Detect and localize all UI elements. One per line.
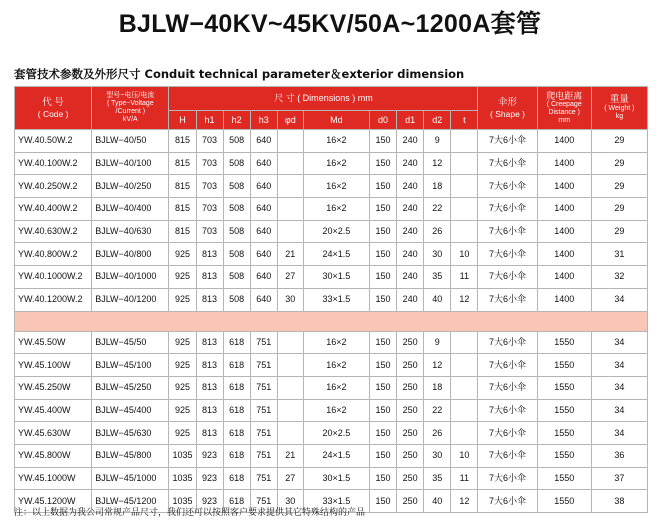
cell-phid: 30 [277, 490, 303, 513]
cell-md: 16×2 [303, 130, 369, 153]
cell-h3: 640 [250, 130, 277, 153]
cell-md: 16×2 [303, 354, 369, 377]
col-header-h3: h3 [250, 111, 277, 130]
cell-h1: 703 [196, 220, 223, 243]
cell-md: 16×2 [303, 198, 369, 221]
cell-model: BJLW−45/100 [92, 354, 169, 377]
cell-d2: 40 [424, 490, 451, 513]
cell-weight: 34 [591, 422, 647, 445]
cell-h3: 751 [250, 376, 277, 399]
cell-h: 925 [169, 266, 196, 289]
shape-header-en: ( Shape ) [490, 108, 526, 119]
cell-md: 30×1.5 [303, 467, 369, 490]
cell-creep: 1550 [537, 399, 591, 422]
cell-h2: 618 [223, 376, 250, 399]
cell-weight: 29 [591, 152, 647, 175]
model-header-en1: ( Type−Voltage [106, 99, 154, 107]
cell-weight: 34 [591, 288, 647, 311]
cell-d0: 150 [370, 152, 397, 175]
cell-h1: 703 [196, 152, 223, 175]
cell-d1: 250 [397, 354, 424, 377]
table-row [15, 354, 648, 377]
cell-d0: 150 [370, 376, 397, 399]
cell-phid: 27 [277, 266, 303, 289]
cell-d2: 26 [424, 220, 451, 243]
cell-d2: 30 [424, 444, 451, 467]
cell-phid [277, 152, 303, 175]
cell-weight: 34 [591, 376, 647, 399]
cell-creep: 1550 [537, 331, 591, 354]
cell-creep: 1400 [537, 266, 591, 289]
cell-h: 925 [169, 331, 196, 354]
cell-h1: 813 [196, 422, 223, 445]
cell-code: YW.40.100W.2 [15, 152, 92, 175]
cell-phid [277, 422, 303, 445]
cell-creep: 1550 [537, 467, 591, 490]
cell-weight: 34 [591, 399, 647, 422]
cell-h3: 751 [250, 354, 277, 377]
table-row [15, 288, 648, 311]
cell-d1: 250 [397, 467, 424, 490]
col-header-d1: d1 [397, 111, 424, 130]
cell-creep: 1550 [537, 354, 591, 377]
cell-shape: 7大6小伞 [478, 490, 537, 513]
parameter-table [14, 86, 648, 513]
cell-d0: 150 [370, 354, 397, 377]
cell-h2: 508 [223, 175, 250, 198]
cell-code: YW.40.250W.2 [15, 175, 92, 198]
cell-weight: 29 [591, 175, 647, 198]
cell-code: YW.40.1200W.2 [15, 288, 92, 311]
cell-h: 925 [169, 354, 196, 377]
cell-d2: 22 [424, 198, 451, 221]
cell-md: 16×2 [303, 399, 369, 422]
table-row [15, 399, 648, 422]
cell-weight: 29 [591, 130, 647, 153]
code-header-zh: 代 号 [42, 97, 64, 108]
cell-h3: 751 [250, 422, 277, 445]
cell-h3: 640 [250, 175, 277, 198]
cell-d1: 240 [397, 152, 424, 175]
cell-phid [277, 220, 303, 243]
cell-shape: 7大6小伞 [478, 444, 537, 467]
cell-t [451, 354, 478, 377]
cell-weight: 34 [591, 354, 647, 377]
model-header-zh: 型号−电压/电流 [106, 91, 155, 99]
cell-model: BJLW−40/250 [92, 175, 169, 198]
cell-code: YW.40.1000W.2 [15, 266, 92, 289]
cell-d1: 240 [397, 266, 424, 289]
cell-h1: 813 [196, 376, 223, 399]
col-header-phid: φd [277, 111, 303, 130]
col-header-d0: d0 [370, 111, 397, 130]
cell-h2: 618 [223, 354, 250, 377]
cell-phid: 21 [277, 444, 303, 467]
cell-weight: 34 [591, 331, 647, 354]
page-title: BJLW−40KV~45KV/50A~1200A套管 [118, 10, 542, 38]
cell-h2: 508 [223, 266, 250, 289]
cell-d2: 35 [424, 266, 451, 289]
cell-h: 815 [169, 175, 196, 198]
model-header-en2: /Current ) [115, 108, 146, 115]
cell-model: BJLW−40/50 [92, 130, 169, 153]
cell-t [451, 198, 478, 221]
cell-shape: 7大6小伞 [478, 266, 537, 289]
cell-weight: 32 [591, 266, 647, 289]
cell-d2: 40 [424, 288, 451, 311]
cell-code: YW.45.250W [15, 376, 92, 399]
cell-d0: 150 [370, 220, 397, 243]
table-row [15, 422, 648, 445]
table-row [15, 220, 648, 243]
cell-h: 925 [169, 422, 196, 445]
cell-d0: 150 [370, 243, 397, 266]
cell-shape: 7大6小伞 [478, 399, 537, 422]
cell-phid: 21 [277, 243, 303, 266]
table-row [15, 243, 648, 266]
cell-model: BJLW−40/100 [92, 152, 169, 175]
cell-h3: 751 [250, 444, 277, 467]
cell-h2: 618 [223, 331, 250, 354]
cell-h: 925 [169, 243, 196, 266]
table-row [15, 376, 648, 399]
cell-weight: 36 [591, 444, 647, 467]
cell-t [451, 175, 478, 198]
cell-h: 1035 [169, 467, 196, 490]
creepage-header-en3: mm [558, 117, 571, 125]
creepage-header-en1: ( Creepage [546, 101, 582, 109]
cell-d2: 12 [424, 152, 451, 175]
cell-t: 10 [451, 243, 478, 266]
cell-h1: 703 [196, 198, 223, 221]
cell-t: 12 [451, 288, 478, 311]
cell-h2: 508 [223, 288, 250, 311]
cell-md: 20×2.5 [303, 220, 369, 243]
cell-weight: 37 [591, 467, 647, 490]
table-caption: 套管技术参数及外形尺寸 Conduit technical parameter＆exterior dimension [14, 67, 465, 81]
cell-h3: 640 [250, 152, 277, 175]
cell-model: BJLW−40/1200 [92, 288, 169, 311]
model-header [92, 87, 169, 130]
cell-creep: 1400 [537, 288, 591, 311]
cell-t: 11 [451, 467, 478, 490]
creepage-header [537, 87, 591, 130]
cell-phid [277, 198, 303, 221]
code-header [15, 87, 92, 130]
cell-d1: 240 [397, 243, 424, 266]
col-header-Md: Md [303, 111, 369, 130]
cell-d0: 150 [370, 444, 397, 467]
cell-d1: 250 [397, 444, 424, 467]
cell-h2: 508 [223, 243, 250, 266]
cell-h1: 813 [196, 399, 223, 422]
cell-h1: 813 [196, 243, 223, 266]
cell-t: 11 [451, 266, 478, 289]
cell-creep: 1400 [537, 152, 591, 175]
cell-d1: 250 [397, 422, 424, 445]
cell-t [451, 399, 478, 422]
cell-code: YW.45.800W [15, 444, 92, 467]
cell-d2: 22 [424, 399, 451, 422]
cell-phid [277, 130, 303, 153]
cell-shape: 7大6小伞 [478, 288, 537, 311]
cell-code: YW.45.1200W [15, 490, 92, 513]
cell-h1: 923 [196, 467, 223, 490]
cell-model: BJLW−40/400 [92, 198, 169, 221]
cell-d1: 240 [397, 198, 424, 221]
cell-md: 24×1.5 [303, 243, 369, 266]
cell-phid [277, 399, 303, 422]
cell-model: BJLW−45/800 [92, 444, 169, 467]
cell-h1: 703 [196, 130, 223, 153]
cell-d2: 9 [424, 331, 451, 354]
cell-h1: 813 [196, 288, 223, 311]
cell-d1: 250 [397, 376, 424, 399]
table-row [15, 198, 648, 221]
cell-creep: 1550 [537, 422, 591, 445]
cell-md: 16×2 [303, 331, 369, 354]
cell-h: 1035 [169, 490, 196, 513]
dimensions-header: 尺 寸 ( Dimensions ) mm [169, 87, 478, 111]
shape-header [478, 87, 537, 130]
cell-shape: 7大6小伞 [478, 354, 537, 377]
cell-h2: 618 [223, 490, 250, 513]
cell-d1: 240 [397, 175, 424, 198]
table-row [15, 331, 648, 354]
col-header-t: t [451, 111, 478, 130]
cell-d0: 150 [370, 198, 397, 221]
cell-h2: 508 [223, 198, 250, 221]
cell-d1: 240 [397, 220, 424, 243]
cell-phid: 27 [277, 467, 303, 490]
cell-h1: 813 [196, 354, 223, 377]
cell-t [451, 331, 478, 354]
cell-model: BJLW−40/1000 [92, 266, 169, 289]
cell-h1: 703 [196, 175, 223, 198]
table-row [15, 444, 648, 467]
table-row [15, 152, 648, 175]
cell-code: YW.40.400W.2 [15, 198, 92, 221]
cell-code: YW.45.1000W [15, 467, 92, 490]
cell-h: 815 [169, 152, 196, 175]
model-header-en3: kV/A [122, 116, 138, 124]
cell-weight: 31 [591, 243, 647, 266]
cell-code: YW.45.400W [15, 399, 92, 422]
cell-d2: 18 [424, 175, 451, 198]
cell-weight: 29 [591, 198, 647, 221]
footnote: 注：以上数据为我公司常规产品尺寸，我们还可以按照客户要求提供其它特殊结构的产品 [14, 508, 366, 518]
cell-h2: 508 [223, 152, 250, 175]
cell-h3: 640 [250, 266, 277, 289]
cell-h3: 640 [250, 243, 277, 266]
cell-model: BJLW−45/1000 [92, 467, 169, 490]
cell-weight: 38 [591, 490, 647, 513]
cell-md: 16×2 [303, 175, 369, 198]
cell-d0: 150 [370, 288, 397, 311]
cell-phid [277, 175, 303, 198]
cell-model: BJLW−40/630 [92, 220, 169, 243]
cell-d1: 250 [397, 490, 424, 513]
cell-h1: 923 [196, 444, 223, 467]
cell-phid: 30 [277, 288, 303, 311]
cell-h1: 813 [196, 331, 223, 354]
cell-h2: 508 [223, 220, 250, 243]
code-header-en: ( Code ) [37, 108, 69, 119]
cell-d2: 26 [424, 422, 451, 445]
cell-h3: 751 [250, 490, 277, 513]
cell-md: 16×2 [303, 376, 369, 399]
cell-code: YW.40.630W.2 [15, 220, 92, 243]
cell-t [451, 422, 478, 445]
cell-h: 815 [169, 220, 196, 243]
section-separator [15, 311, 648, 331]
cell-model: BJLW−45/250 [92, 376, 169, 399]
cell-model: BJLW−45/50 [92, 331, 169, 354]
cell-code: YW.40.50W.2 [15, 130, 92, 153]
cell-t [451, 130, 478, 153]
cell-creep: 1550 [537, 376, 591, 399]
cell-h3: 640 [250, 198, 277, 221]
cell-code: YW.45.630W [15, 422, 92, 445]
cell-md: 16×2 [303, 152, 369, 175]
table-body [15, 130, 648, 513]
cell-d0: 150 [370, 399, 397, 422]
cell-h1: 813 [196, 266, 223, 289]
cell-t: 10 [451, 444, 478, 467]
cell-d1: 240 [397, 130, 424, 153]
cell-creep: 1400 [537, 220, 591, 243]
cell-code: YW.45.100W [15, 354, 92, 377]
cell-d1: 250 [397, 331, 424, 354]
table-row [15, 467, 648, 490]
table-row [15, 130, 648, 153]
cell-shape: 7大6小伞 [478, 422, 537, 445]
cell-shape: 7大6小伞 [478, 130, 537, 153]
cell-h2: 618 [223, 399, 250, 422]
shape-header-zh: 伞形 [498, 97, 518, 108]
cell-shape: 7大6小伞 [478, 152, 537, 175]
weight-header [591, 87, 647, 130]
col-header-h1: h1 [196, 111, 223, 130]
cell-shape: 7大6小伞 [478, 220, 537, 243]
cell-shape: 7大6小伞 [478, 175, 537, 198]
col-header-d2: d2 [424, 111, 451, 130]
cell-d2: 18 [424, 376, 451, 399]
cell-h: 815 [169, 198, 196, 221]
cell-creep: 1400 [537, 198, 591, 221]
cell-model: BJLW−45/400 [92, 399, 169, 422]
table-row [15, 266, 648, 289]
table-row [15, 175, 648, 198]
cell-h3: 640 [250, 288, 277, 311]
cell-h2: 618 [223, 467, 250, 490]
cell-h3: 751 [250, 399, 277, 422]
cell-shape: 7大6小伞 [478, 198, 537, 221]
cell-t [451, 220, 478, 243]
cell-d2: 30 [424, 243, 451, 266]
cell-creep: 1400 [537, 243, 591, 266]
cell-h2: 618 [223, 422, 250, 445]
cell-md: 33×1.5 [303, 288, 369, 311]
weight-header-en1: ( Weight ) [604, 104, 635, 112]
cell-md: 30×1.5 [303, 266, 369, 289]
cell-code: YW.45.50W [15, 331, 92, 354]
cell-d1: 240 [397, 288, 424, 311]
creepage-header-en2: Distance ) [548, 109, 580, 117]
cell-phid [277, 376, 303, 399]
cell-h: 1035 [169, 444, 196, 467]
table-header [15, 87, 648, 130]
cell-shape: 7大6小伞 [478, 376, 537, 399]
cell-model: BJLW−45/1200 [92, 490, 169, 513]
weight-header-en2: kg [615, 112, 624, 120]
creepage-header-zh: 爬电距离 [546, 90, 583, 101]
cell-h2: 618 [223, 444, 250, 467]
cell-t: 12 [451, 490, 478, 513]
cell-d0: 150 [370, 331, 397, 354]
cell-creep: 1550 [537, 444, 591, 467]
cell-d0: 150 [370, 130, 397, 153]
cell-h: 925 [169, 399, 196, 422]
cell-creep: 1400 [537, 130, 591, 153]
cell-md: 20×2.5 [303, 422, 369, 445]
weight-header-zh: 重量 [609, 94, 629, 106]
cell-d2: 35 [424, 467, 451, 490]
cell-h: 925 [169, 376, 196, 399]
separator-cell [15, 311, 648, 331]
cell-h2: 508 [223, 130, 250, 153]
cell-h3: 640 [250, 220, 277, 243]
cell-md: 24×1.5 [303, 444, 369, 467]
cell-shape: 7大6小伞 [478, 467, 537, 490]
cell-d0: 150 [370, 422, 397, 445]
cell-t [451, 152, 478, 175]
cell-d2: 12 [424, 354, 451, 377]
cell-model: BJLW−45/630 [92, 422, 169, 445]
cell-d0: 150 [370, 467, 397, 490]
cell-model: BJLW−40/800 [92, 243, 169, 266]
cell-d2: 9 [424, 130, 451, 153]
cell-shape: 7大6小伞 [478, 243, 537, 266]
cell-weight: 29 [591, 220, 647, 243]
cell-creep: 1550 [537, 490, 591, 513]
cell-phid [277, 331, 303, 354]
cell-h3: 751 [250, 331, 277, 354]
cell-h1: 923 [196, 490, 223, 513]
cell-shape: 7大6小伞 [478, 331, 537, 354]
cell-md: 33×1.5 [303, 490, 369, 513]
cell-d0: 150 [370, 266, 397, 289]
cell-d0: 150 [370, 175, 397, 198]
col-header-H: H [169, 111, 196, 130]
cell-d1: 250 [397, 399, 424, 422]
cell-creep: 1400 [537, 175, 591, 198]
cell-h: 815 [169, 130, 196, 153]
cell-code: YW.40.800W.2 [15, 243, 92, 266]
cell-h3: 751 [250, 467, 277, 490]
cell-phid [277, 354, 303, 377]
cell-h: 925 [169, 288, 196, 311]
col-header-h2: h2 [223, 111, 250, 130]
cell-d0: 150 [370, 490, 397, 513]
cell-t [451, 376, 478, 399]
